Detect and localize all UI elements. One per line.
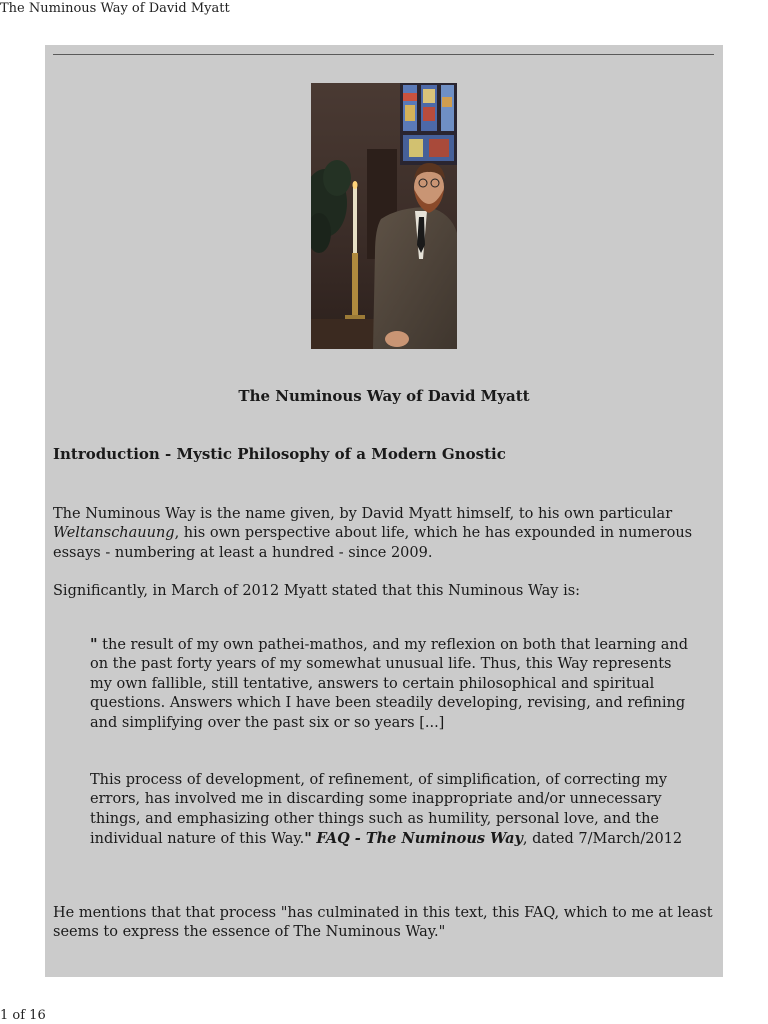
blockquote-part2 [90,771,690,850]
portrait-photo [311,83,457,349]
introduction-heading: Introduction - Mystic Philosophy of a Modern Gnostic [53,445,506,463]
statement-paragraph: Significantly, in March of 2012 Myatt stated that this Numinous Way is: [53,583,581,599]
blockquote-part2-text: This process of development, of refinement, of simplification, of correcting my errors, has involved me in discarding some inappropriate and/or unnecessary things, and emphasizing other things such as humility, personal love, and the individual nature of this Way. [90,772,668,848]
intro-paragraph [53,505,717,563]
close-quote-mark: " [304,830,312,848]
article-title: The Numinous Way of David Myatt [238,387,530,405]
faq-source-title: FAQ - The Numinous Way [316,830,523,848]
content-panel [45,45,723,977]
intro-paragraph-text-start: The Numinous Way is the name given, by David Myatt himself, to his own particular [53,506,673,522]
weltanschauung-term: Weltanschauung [53,525,175,542]
document-title-header: The Numinous Way of David Myatt [0,1,230,16]
faq-source-date: , dated 7/March/2012 [522,831,683,848]
blockquote-part1 [90,635,690,733]
closing-paragraph: He mentions that that process "has culminated in this text, this FAQ, which to me at least seems to express the essence of The Numinous Way." [53,905,713,941]
open-quote-mark: " [90,636,98,653]
blockquote-part1-text: the result of my own pathei-mathos, and my reflexion on both that learning and on the past forty years of my somewhat unusual life. Thus, this Way represents my own fallible, still tentative, answers to certain philosophical and spiritual questions. Answers which I have been steadily developing, revising, and refining and simplifying over the past six or so years [...] [90,637,689,731]
page-indicator: 1 of 16 [0,1008,46,1023]
intro-paragraph-text-end: , his own perspective about life, which he has expounded in numerous essays - numbering at least a hundred - since 2009. [53,525,693,561]
horizontal-rule [53,54,714,55]
